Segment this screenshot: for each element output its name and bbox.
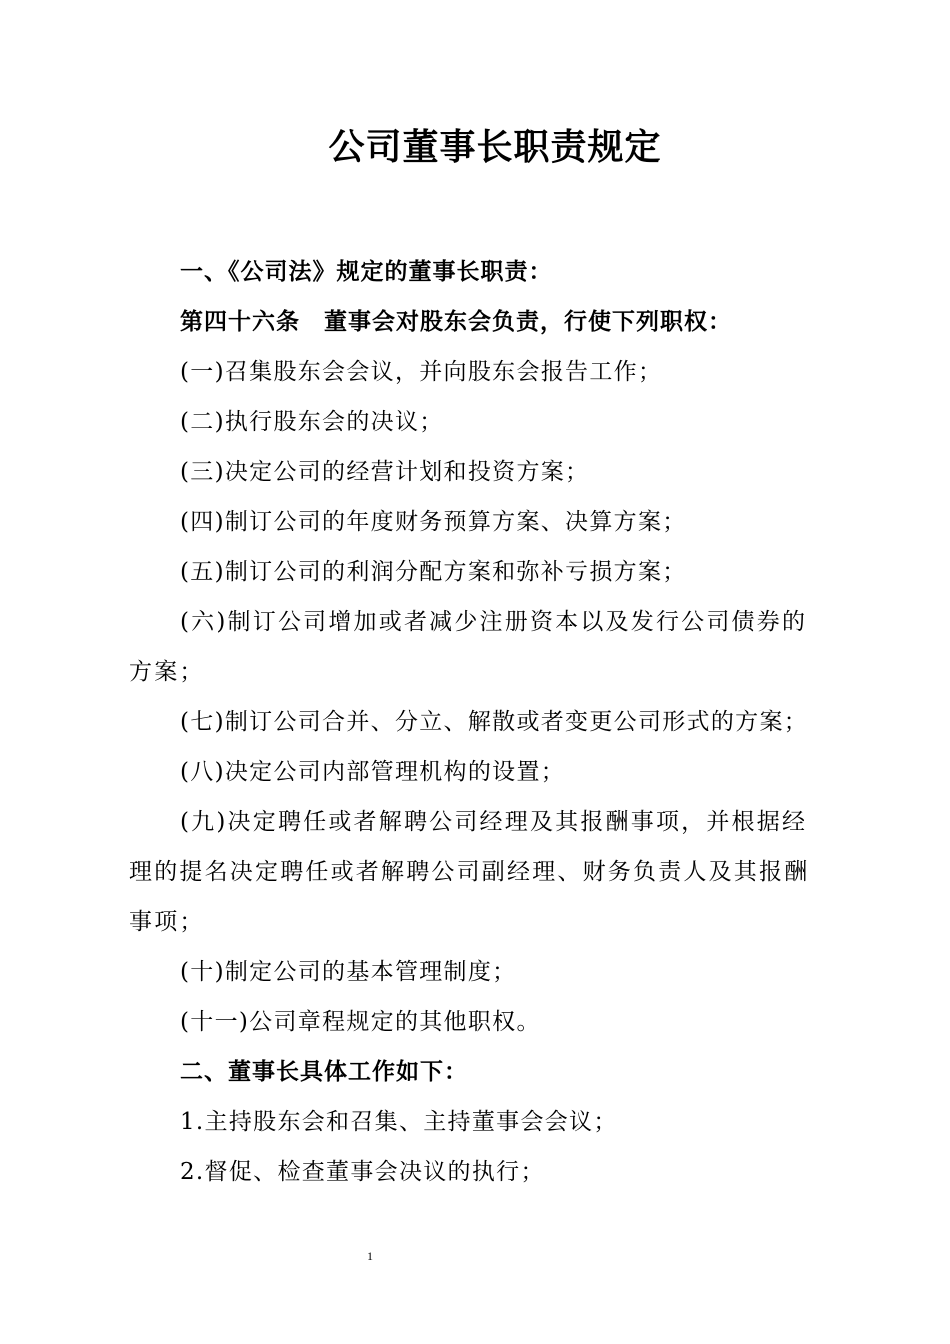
- paragraph: 第四十六条 董事会对股东会负责，行使下列职权：: [180, 309, 732, 335]
- paragraph: (六)制订公司增加或者减少注册资本以及发行公司债券的方案；: [129, 609, 808, 685]
- paragraph: (七)制订公司合并、分立、解散或者变更公司形式的方案；: [180, 709, 809, 735]
- paragraph: (十一)公司章程规定的其他职权。: [180, 1009, 541, 1035]
- paragraph: 一、《公司法》规定的董事长职责：: [180, 259, 553, 285]
- paragraph: (二)执行股东会的决议；: [180, 409, 444, 435]
- paragraph: (十)制定公司的基本管理制度；: [180, 959, 517, 985]
- paragraph: (五)制订公司的利润分配方案和弥补亏损方案；: [180, 559, 687, 585]
- page-number: 1: [367, 1249, 373, 1263]
- paragraph: 1.主持股东会和召集、主持董事会会议；: [180, 1109, 618, 1135]
- paragraph: (八)决定公司内部管理机构的设置；: [180, 759, 566, 785]
- paragraph: 二、董事长具体工作如下：: [180, 1059, 468, 1085]
- paragraph: (九)决定聘任或者解聘公司经理及其报酬事项，并根据经理的提名决定聘任或者解聘公司副经理、财务负责人及其报酬事项；: [129, 809, 810, 935]
- paragraph: (四)制订公司的年度财务预算方案、决算方案；: [180, 509, 687, 535]
- paragraph: 2.督促、检查董事会决议的执行；: [180, 1159, 545, 1185]
- document-title: 公司董事长职责规定: [328, 126, 662, 168]
- paragraph: (三)决定公司的经营计划和投资方案；: [180, 459, 590, 485]
- paragraph: (一)召集股东会会议，并向股东会报告工作；: [180, 359, 663, 385]
- document-body: [129, 247, 829, 1197]
